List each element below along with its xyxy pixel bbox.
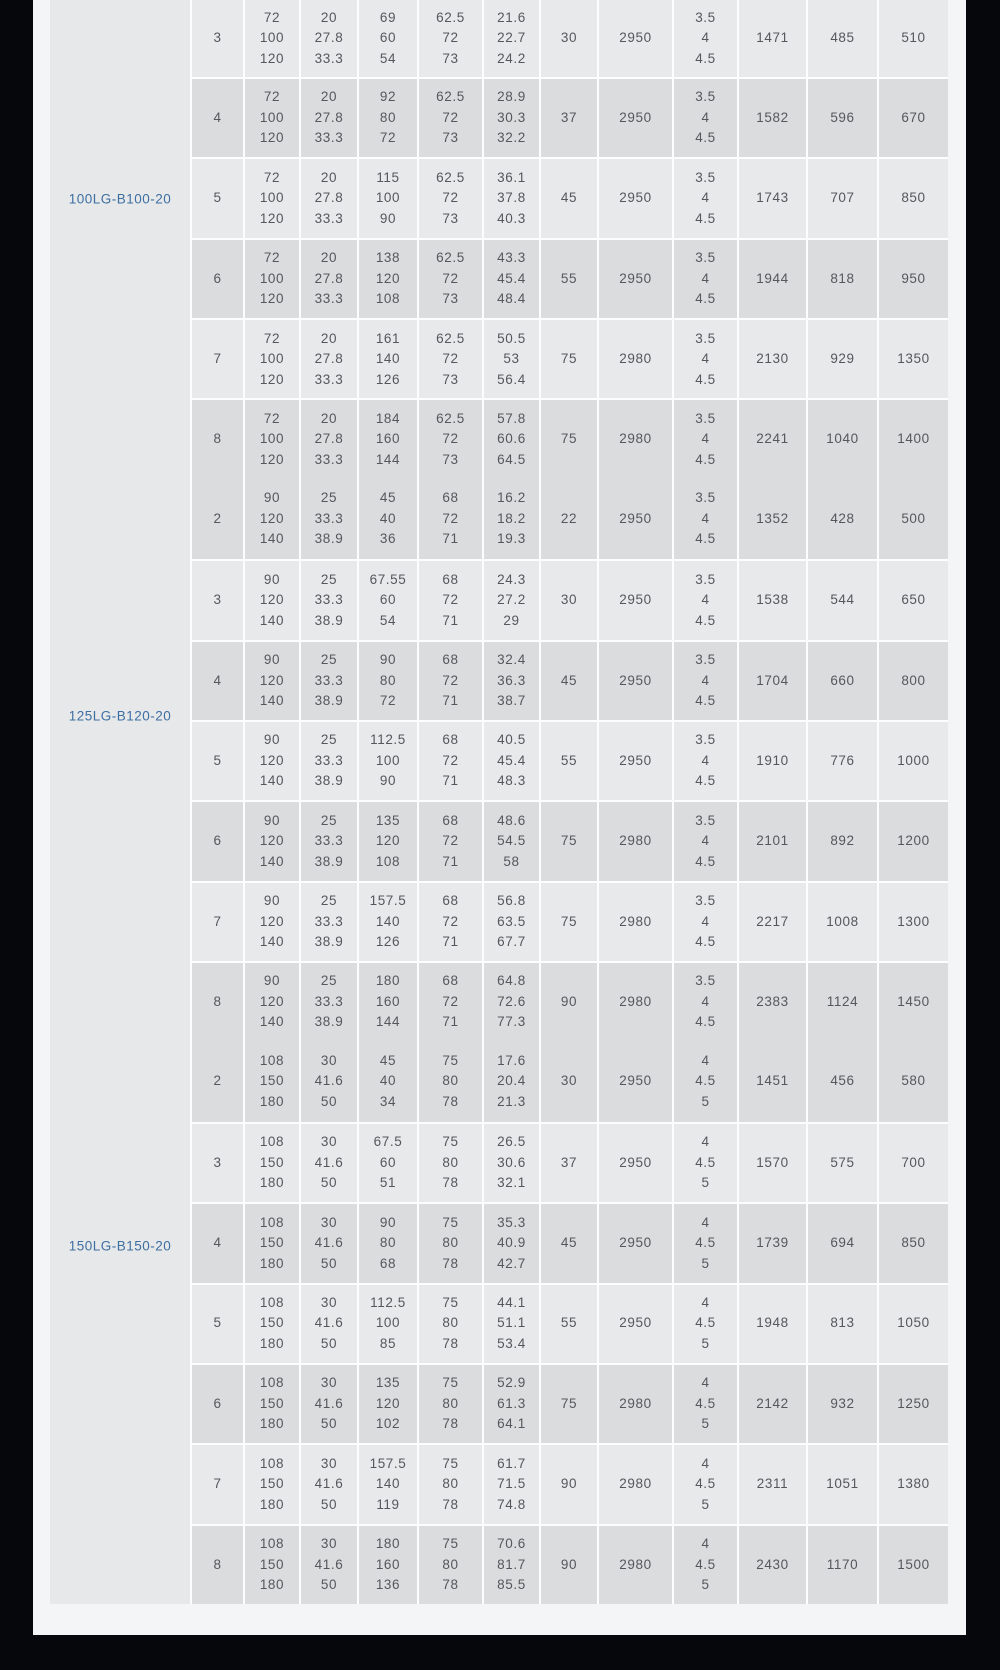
table-row — [190, 640, 948, 720]
cell-efficiency-pct: 62.5 72 73 — [417, 240, 482, 318]
cell-shaft-power-kw: 70.6 81.7 85.5 — [482, 1526, 539, 1604]
table-row — [190, 1524, 948, 1604]
cell-dim-c: 1300 — [877, 883, 948, 961]
table-row — [190, 1041, 948, 1121]
cell-npsh-m: 3.5 4 4.5 — [672, 400, 737, 478]
cell-dim-a: 1451 — [737, 1041, 806, 1121]
cell-speed-rpm: 2950 — [597, 561, 672, 639]
cell-npsh-m: 4 4.5 5 — [672, 1445, 737, 1523]
cell-efficiency-pct: 62.5 72 73 — [417, 320, 482, 398]
cell-flow-ls: 20 27.8 33.3 — [299, 320, 357, 398]
cell-speed-rpm: 2980 — [597, 400, 672, 478]
cell-efficiency-pct: 75 80 78 — [417, 1445, 482, 1523]
cell-dim-b: 818 — [806, 240, 877, 318]
cell-motor-power-kw: 45 — [539, 159, 597, 237]
cell-efficiency-pct: 68 72 71 — [417, 802, 482, 880]
cell-shaft-power-kw: 50.5 53 56.4 — [482, 320, 539, 398]
cell-dim-b: 1124 — [806, 963, 877, 1041]
cell-shaft-power-kw: 17.6 20.4 21.3 — [482, 1041, 539, 1121]
cell-head-m: 45 40 36 — [357, 479, 417, 559]
cell-dim-a: 1570 — [737, 1124, 806, 1202]
cell-speed-rpm: 2950 — [597, 240, 672, 318]
cell-dim-b: 660 — [806, 642, 877, 720]
cell-npsh-m: 3.5 4 4.5 — [672, 802, 737, 880]
cell-stage: 5 — [190, 722, 243, 800]
cell-efficiency-pct: 62.5 72 73 — [417, 0, 482, 77]
cell-efficiency-pct: 68 72 71 — [417, 722, 482, 800]
left-frame-bar — [0, 0, 33, 1670]
cell-dim-b: 1051 — [806, 1445, 877, 1523]
cell-flow-ls: 20 27.8 33.3 — [299, 159, 357, 237]
cell-dim-c: 1350 — [877, 320, 948, 398]
cell-flow-m3h: 108 150 180 — [243, 1285, 299, 1363]
cell-stage: 4 — [190, 1204, 243, 1282]
cell-stage: 7 — [190, 1445, 243, 1523]
cell-dim-b: 428 — [806, 479, 877, 559]
table-row — [190, 961, 948, 1041]
table-row — [190, 1363, 948, 1443]
cell-flow-m3h: 90 120 140 — [243, 561, 299, 639]
cell-dim-b: 544 — [806, 561, 877, 639]
cell-dim-b: 776 — [806, 722, 877, 800]
table-rows — [190, 0, 948, 1604]
cell-efficiency-pct: 62.5 72 73 — [417, 400, 482, 478]
cell-efficiency-pct: 68 72 71 — [417, 561, 482, 639]
cell-dim-c: 1400 — [877, 400, 948, 478]
cell-dim-b: 1008 — [806, 883, 877, 961]
cell-dim-c: 1000 — [877, 722, 948, 800]
cell-shaft-power-kw: 57.8 60.6 64.5 — [482, 400, 539, 478]
cell-motor-power-kw: 90 — [539, 1445, 597, 1523]
table-row — [190, 1202, 948, 1282]
cell-dim-c: 950 — [877, 240, 948, 318]
cell-motor-power-kw: 30 — [539, 561, 597, 639]
table-row — [190, 881, 948, 961]
cell-stage: 5 — [190, 159, 243, 237]
cell-head-m: 138 120 108 — [357, 240, 417, 318]
cell-dim-a: 1538 — [737, 561, 806, 639]
cell-dim-c: 510 — [877, 0, 948, 77]
cell-flow-ls: 20 27.8 33.3 — [299, 240, 357, 318]
cell-npsh-m: 4 4.5 5 — [672, 1204, 737, 1282]
cell-shaft-power-kw: 56.8 63.5 67.7 — [482, 883, 539, 961]
cell-stage: 5 — [190, 1285, 243, 1363]
cell-dim-b: 813 — [806, 1285, 877, 1363]
cell-shaft-power-kw: 64.8 72.6 77.3 — [482, 963, 539, 1041]
cell-motor-power-kw: 30 — [539, 1041, 597, 1121]
cell-dim-c: 1250 — [877, 1365, 948, 1443]
table-row — [190, 318, 948, 398]
cell-head-m: 112.5 100 90 — [357, 722, 417, 800]
cell-flow-m3h: 72 100 120 — [243, 320, 299, 398]
cell-head-m: 69 60 54 — [357, 0, 417, 77]
cell-npsh-m: 3.5 4 4.5 — [672, 159, 737, 237]
cell-dim-a: 1910 — [737, 722, 806, 800]
cell-motor-power-kw: 22 — [539, 479, 597, 559]
cell-head-m: 157.5 140 126 — [357, 883, 417, 961]
cell-dim-a: 2430 — [737, 1526, 806, 1604]
cell-dim-c: 670 — [877, 79, 948, 157]
cell-head-m: 67.55 60 54 — [357, 561, 417, 639]
cell-stage: 8 — [190, 963, 243, 1041]
cell-head-m: 67.5 60 51 — [357, 1124, 417, 1202]
cell-shaft-power-kw: 43.3 45.4 48.4 — [482, 240, 539, 318]
cell-dim-b: 929 — [806, 320, 877, 398]
cell-flow-m3h: 90 120 140 — [243, 802, 299, 880]
cell-dim-c: 500 — [877, 479, 948, 559]
cell-motor-power-kw: 90 — [539, 963, 597, 1041]
cell-npsh-m: 3.5 4 4.5 — [672, 479, 737, 559]
cell-stage: 4 — [190, 642, 243, 720]
cell-speed-rpm: 2980 — [597, 883, 672, 961]
model-link-150lg-b150-20[interactable]: 150LG-B150-20 — [68, 1238, 172, 1254]
cell-head-m: 112.5 100 85 — [357, 1285, 417, 1363]
cell-dim-b: 1040 — [806, 400, 877, 478]
cell-stage: 7 — [190, 320, 243, 398]
cell-dim-b: 575 — [806, 1124, 877, 1202]
cell-shaft-power-kw: 61.7 71.5 74.8 — [482, 1445, 539, 1523]
cell-flow-ls: 30 41.6 50 — [299, 1365, 357, 1443]
cell-shaft-power-kw: 28.9 30.3 32.2 — [482, 79, 539, 157]
cell-dim-c: 650 — [877, 561, 948, 639]
cell-efficiency-pct: 68 72 71 — [417, 642, 482, 720]
cell-flow-ls: 25 33.3 38.9 — [299, 883, 357, 961]
table-row — [190, 238, 948, 318]
cell-speed-rpm: 2950 — [597, 159, 672, 237]
cell-dim-a: 2101 — [737, 802, 806, 880]
cell-flow-ls: 25 33.3 38.9 — [299, 479, 357, 559]
cell-npsh-m: 3.5 4 4.5 — [672, 240, 737, 318]
cell-motor-power-kw: 90 — [539, 1526, 597, 1604]
cell-dim-b: 1170 — [806, 1526, 877, 1604]
cell-npsh-m: 3.5 4 4.5 — [672, 320, 737, 398]
cell-npsh-m: 3.5 4 4.5 — [672, 883, 737, 961]
cell-flow-ls: 25 33.3 38.9 — [299, 722, 357, 800]
cell-dim-b: 892 — [806, 802, 877, 880]
cell-speed-rpm: 2980 — [597, 1445, 672, 1523]
cell-flow-ls: 20 27.8 33.3 — [299, 400, 357, 478]
model-column — [50, 0, 190, 1604]
page-background — [33, 0, 966, 1635]
cell-dim-b: 694 — [806, 1204, 877, 1282]
cell-flow-ls: 25 33.3 38.9 — [299, 963, 357, 1041]
cell-shaft-power-kw: 26.5 30.6 32.1 — [482, 1124, 539, 1202]
cell-dim-b: 596 — [806, 79, 877, 157]
table-row — [190, 398, 948, 478]
cell-shaft-power-kw: 35.3 40.9 42.7 — [482, 1204, 539, 1282]
cell-dim-a: 2241 — [737, 400, 806, 478]
cell-npsh-m: 3.5 4 4.5 — [672, 722, 737, 800]
cell-head-m: 90 80 72 — [357, 642, 417, 720]
cell-flow-ls: 30 41.6 50 — [299, 1124, 357, 1202]
cell-flow-ls: 30 41.6 50 — [299, 1526, 357, 1604]
cell-head-m: 180 160 144 — [357, 963, 417, 1041]
cell-head-m: 180 160 136 — [357, 1526, 417, 1604]
cell-stage: 6 — [190, 1365, 243, 1443]
cell-speed-rpm: 2980 — [597, 1365, 672, 1443]
table-row — [190, 0, 948, 77]
cell-flow-ls: 25 33.3 38.9 — [299, 802, 357, 880]
cell-dim-a: 2311 — [737, 1445, 806, 1523]
cell-npsh-m: 4 4.5 5 — [672, 1365, 737, 1443]
cell-motor-power-kw: 37 — [539, 79, 597, 157]
cell-dim-b: 456 — [806, 1041, 877, 1121]
cell-flow-m3h: 108 150 180 — [243, 1445, 299, 1523]
cell-flow-m3h: 72 100 120 — [243, 240, 299, 318]
cell-flow-m3h: 72 100 120 — [243, 0, 299, 77]
cell-head-m: 45 40 34 — [357, 1041, 417, 1121]
bottom-frame-bar — [0, 1635, 1000, 1670]
cell-motor-power-kw: 30 — [539, 0, 597, 77]
cell-efficiency-pct: 75 80 78 — [417, 1365, 482, 1443]
cell-dim-a: 2130 — [737, 320, 806, 398]
cell-stage: 8 — [190, 1526, 243, 1604]
table-row — [190, 1443, 948, 1523]
cell-efficiency-pct: 68 72 71 — [417, 883, 482, 961]
cell-shaft-power-kw: 24.3 27.2 29 — [482, 561, 539, 639]
table-row — [190, 1122, 948, 1202]
cell-dim-c: 1200 — [877, 802, 948, 880]
cell-flow-ls: 20 27.8 33.3 — [299, 79, 357, 157]
cell-dim-a: 1582 — [737, 79, 806, 157]
cell-efficiency-pct: 62.5 72 73 — [417, 159, 482, 237]
cell-stage: 7 — [190, 883, 243, 961]
cell-efficiency-pct: 75 80 78 — [417, 1285, 482, 1363]
cell-head-m: 115 100 90 — [357, 159, 417, 237]
cell-head-m: 90 80 68 — [357, 1204, 417, 1282]
cell-dim-c: 800 — [877, 642, 948, 720]
cell-motor-power-kw: 55 — [539, 1285, 597, 1363]
cell-head-m: 135 120 108 — [357, 802, 417, 880]
cell-npsh-m: 3.5 4 4.5 — [672, 963, 737, 1041]
cell-stage: 6 — [190, 802, 243, 880]
cell-stage: 4 — [190, 79, 243, 157]
cell-npsh-m: 3.5 4 4.5 — [672, 642, 737, 720]
cell-stage: 8 — [190, 400, 243, 478]
cell-flow-m3h: 72 100 120 — [243, 79, 299, 157]
cell-flow-m3h: 90 120 140 — [243, 479, 299, 559]
cell-npsh-m: 3.5 4 4.5 — [672, 561, 737, 639]
cell-dim-a: 1352 — [737, 479, 806, 559]
cell-speed-rpm: 2950 — [597, 79, 672, 157]
cell-motor-power-kw: 45 — [539, 642, 597, 720]
cell-flow-ls: 20 27.8 33.3 — [299, 0, 357, 77]
cell-flow-m3h: 108 150 180 — [243, 1204, 299, 1282]
table-row — [190, 77, 948, 157]
cell-speed-rpm: 2950 — [597, 722, 672, 800]
cell-dim-c: 850 — [877, 159, 948, 237]
cell-flow-ls: 30 41.6 50 — [299, 1204, 357, 1282]
model-link-100lg-b100-20[interactable]: 100LG-B100-20 — [68, 191, 172, 207]
cell-flow-ls: 30 41.6 50 — [299, 1041, 357, 1121]
cell-shaft-power-kw: 21.6 22.7 24.2 — [482, 0, 539, 77]
cell-shaft-power-kw: 52.9 61.3 64.1 — [482, 1365, 539, 1443]
cell-efficiency-pct: 75 80 78 — [417, 1204, 482, 1282]
cell-speed-rpm: 2980 — [597, 320, 672, 398]
cell-shaft-power-kw: 36.1 37.8 40.3 — [482, 159, 539, 237]
cell-head-m: 92 80 72 — [357, 79, 417, 157]
cell-npsh-m: 3.5 4 4.5 — [672, 79, 737, 157]
cell-npsh-m: 4 4.5 5 — [672, 1041, 737, 1121]
cell-speed-rpm: 2980 — [597, 1526, 672, 1604]
cell-dim-a: 1944 — [737, 240, 806, 318]
cell-flow-m3h: 108 150 180 — [243, 1041, 299, 1121]
cell-npsh-m: 4 4.5 5 — [672, 1285, 737, 1363]
cell-stage: 3 — [190, 0, 243, 77]
cell-dim-b: 932 — [806, 1365, 877, 1443]
cell-shaft-power-kw: 48.6 54.5 58 — [482, 802, 539, 880]
cell-motor-power-kw: 55 — [539, 722, 597, 800]
cell-motor-power-kw: 37 — [539, 1124, 597, 1202]
cell-npsh-m: 3.5 4 4.5 — [672, 0, 737, 77]
cell-flow-m3h: 72 100 120 — [243, 400, 299, 478]
cell-speed-rpm: 2950 — [597, 1285, 672, 1363]
cell-dim-c: 700 — [877, 1124, 948, 1202]
cell-flow-ls: 25 33.3 38.9 — [299, 642, 357, 720]
cell-head-m: 184 160 144 — [357, 400, 417, 478]
cell-dim-c: 1380 — [877, 1445, 948, 1523]
cell-efficiency-pct: 75 80 78 — [417, 1124, 482, 1202]
cell-motor-power-kw: 75 — [539, 320, 597, 398]
cell-flow-m3h: 72 100 120 — [243, 159, 299, 237]
pump-spec-table — [50, 0, 948, 1604]
cell-dim-c: 1500 — [877, 1526, 948, 1604]
cell-npsh-m: 4 4.5 5 — [672, 1124, 737, 1202]
cell-efficiency-pct: 75 80 78 — [417, 1041, 482, 1121]
cell-flow-m3h: 90 120 140 — [243, 722, 299, 800]
cell-speed-rpm: 2950 — [597, 1041, 672, 1121]
cell-head-m: 135 120 102 — [357, 1365, 417, 1443]
cell-motor-power-kw: 55 — [539, 240, 597, 318]
table-row — [190, 720, 948, 800]
cell-efficiency-pct: 62.5 72 73 — [417, 79, 482, 157]
cell-efficiency-pct: 68 72 71 — [417, 479, 482, 559]
cell-speed-rpm: 2950 — [597, 479, 672, 559]
cell-efficiency-pct: 68 72 71 — [417, 963, 482, 1041]
cell-stage: 3 — [190, 1124, 243, 1202]
cell-flow-ls: 30 41.6 50 — [299, 1285, 357, 1363]
cell-head-m: 161 140 126 — [357, 320, 417, 398]
cell-dim-a: 1743 — [737, 159, 806, 237]
cell-motor-power-kw: 75 — [539, 1365, 597, 1443]
model-link-125lg-b120-20[interactable]: 125LG-B120-20 — [68, 708, 172, 724]
cell-flow-ls: 25 33.3 38.9 — [299, 561, 357, 639]
cell-dim-c: 1050 — [877, 1285, 948, 1363]
cell-flow-m3h: 108 150 180 — [243, 1124, 299, 1202]
cell-motor-power-kw: 75 — [539, 400, 597, 478]
cell-speed-rpm: 2980 — [597, 963, 672, 1041]
table-row — [190, 800, 948, 880]
cell-motor-power-kw: 45 — [539, 1204, 597, 1282]
cell-stage: 6 — [190, 240, 243, 318]
cell-shaft-power-kw: 40.5 45.4 48.3 — [482, 722, 539, 800]
cell-npsh-m: 4 4.5 5 — [672, 1526, 737, 1604]
table-row — [190, 559, 948, 639]
cell-dim-c: 1450 — [877, 963, 948, 1041]
cell-efficiency-pct: 75 80 78 — [417, 1526, 482, 1604]
cell-dim-a: 1471 — [737, 0, 806, 77]
cell-flow-m3h: 108 150 180 — [243, 1365, 299, 1443]
cell-stage: 2 — [190, 1041, 243, 1121]
cell-dim-a: 2142 — [737, 1365, 806, 1443]
cell-dim-a: 2217 — [737, 883, 806, 961]
cell-head-m: 157.5 140 119 — [357, 1445, 417, 1523]
cell-flow-ls: 30 41.6 50 — [299, 1445, 357, 1523]
cell-speed-rpm: 2950 — [597, 1204, 672, 1282]
cell-speed-rpm: 2950 — [597, 0, 672, 77]
cell-stage: 2 — [190, 479, 243, 559]
table-row — [190, 479, 948, 559]
cell-dim-a: 1739 — [737, 1204, 806, 1282]
cell-shaft-power-kw: 44.1 51.1 53.4 — [482, 1285, 539, 1363]
cell-motor-power-kw: 75 — [539, 802, 597, 880]
cell-flow-m3h: 108 150 180 — [243, 1526, 299, 1604]
cell-shaft-power-kw: 32.4 36.3 38.7 — [482, 642, 539, 720]
cell-dim-c: 580 — [877, 1041, 948, 1121]
cell-speed-rpm: 2950 — [597, 1124, 672, 1202]
cell-dim-a: 1704 — [737, 642, 806, 720]
cell-speed-rpm: 2980 — [597, 802, 672, 880]
cell-flow-m3h: 90 120 140 — [243, 883, 299, 961]
cell-flow-m3h: 90 120 140 — [243, 963, 299, 1041]
cell-dim-b: 707 — [806, 159, 877, 237]
right-frame-bar — [966, 0, 1000, 1670]
cell-speed-rpm: 2950 — [597, 642, 672, 720]
cell-stage: 3 — [190, 561, 243, 639]
cell-shaft-power-kw: 16.2 18.2 19.3 — [482, 479, 539, 559]
cell-dim-c: 850 — [877, 1204, 948, 1282]
cell-dim-a: 1948 — [737, 1285, 806, 1363]
table-row — [190, 1283, 948, 1363]
cell-flow-m3h: 90 120 140 — [243, 642, 299, 720]
cell-dim-a: 2383 — [737, 963, 806, 1041]
cell-dim-b: 485 — [806, 0, 877, 77]
table-row — [190, 157, 948, 237]
cell-motor-power-kw: 75 — [539, 883, 597, 961]
